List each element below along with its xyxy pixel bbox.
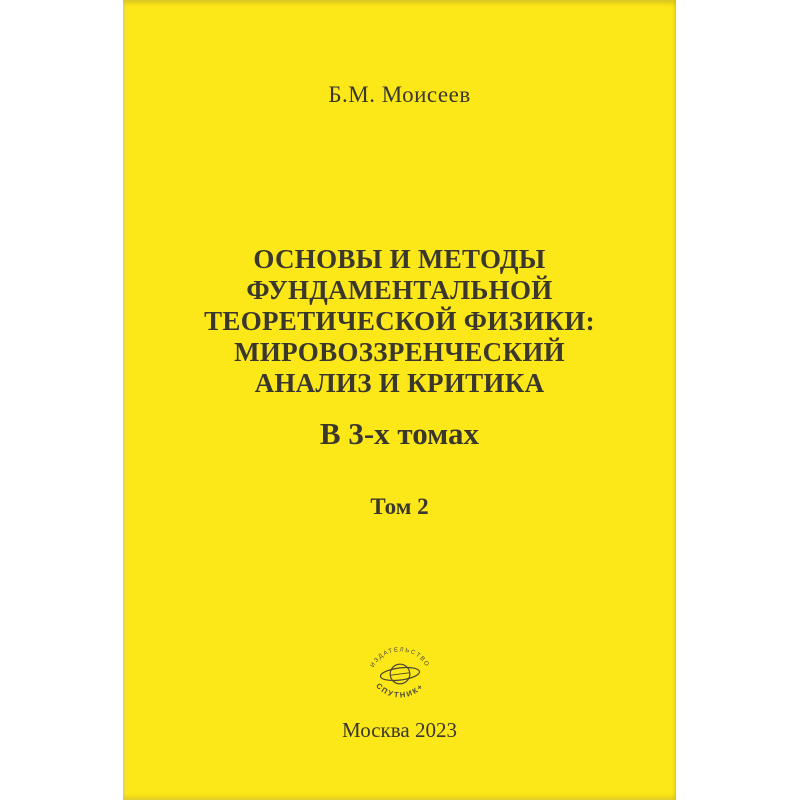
saturn-planet-glyph: [379, 662, 420, 686]
edition-note: В 3-х томах: [319, 416, 480, 451]
volume-number: Том 2: [370, 494, 429, 519]
publisher-arc-top-text: ИЗДАТЕЛЬСТВО: [369, 647, 430, 669]
publisher-arc-bottom-text: СПУТНИК+: [373, 681, 426, 700]
title-line: ОСНОВЫ И МЕТОДЫ: [253, 244, 546, 274]
imprint-city-year: Москва 2023: [342, 718, 457, 742]
title-line: МИРОВОЗЗРЕНЧЕСКИЙ: [234, 337, 565, 367]
saturn-planet-icon: [362, 640, 438, 708]
publisher-logo: [123, 640, 676, 713]
book-title: [123, 244, 676, 399]
book-cover: [123, 0, 676, 800]
title-line: ФУНДАМЕНТАЛЬНОЙ: [246, 275, 553, 305]
title-line: АНАЛИЗ И КРИТИКА: [254, 368, 545, 398]
title-line: ТЕОРЕТИЧЕСКОЙ ФИЗИКИ:: [204, 306, 595, 336]
author-name: Б.М. Моисеев: [328, 82, 471, 107]
